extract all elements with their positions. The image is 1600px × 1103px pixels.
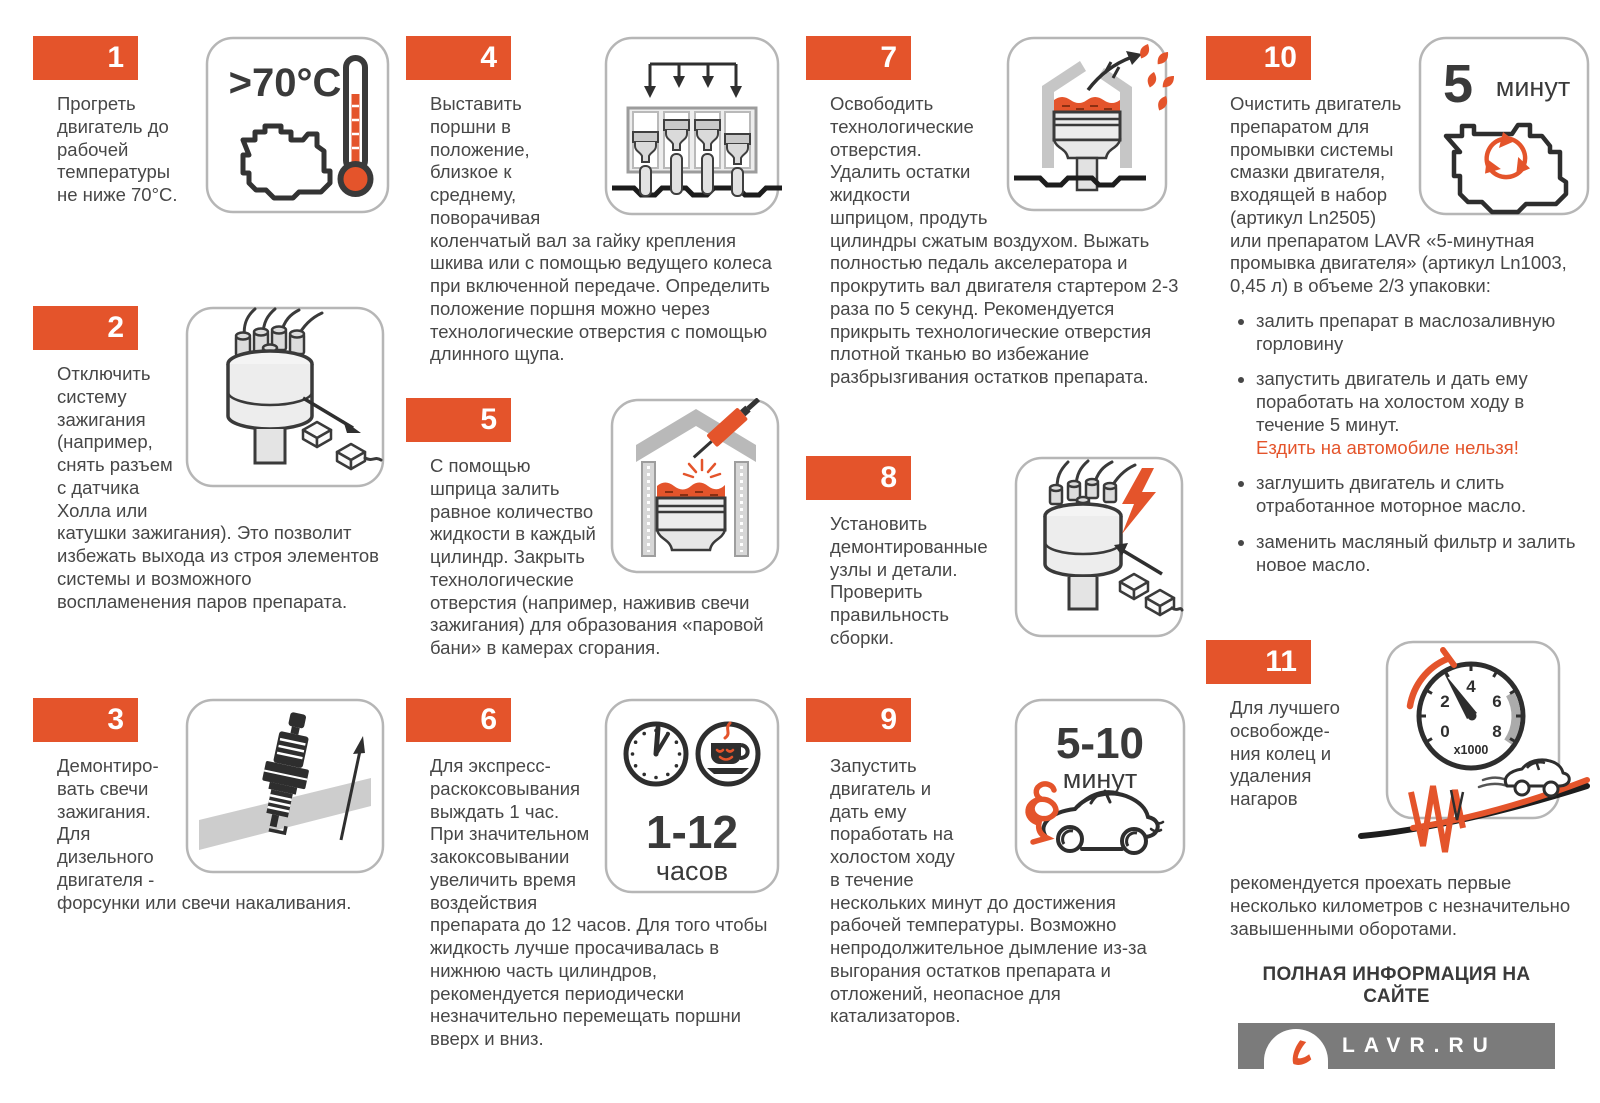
step-6 <box>406 698 782 1051</box>
step-number-badge: 10 <box>1206 36 1311 80</box>
reassemble-parts-icon <box>1014 456 1186 641</box>
step-11 <box>1206 640 1590 940</box>
footer-title: ПОЛНАЯ ИНФОРМАЦИЯ НА САЙТЕ <box>1262 964 1531 1007</box>
flush-step-item <box>1256 368 1590 459</box>
flush-steps-list <box>1206 310 1590 577</box>
flush-step-item <box>1256 472 1590 518</box>
svg-text:2: 2 <box>1440 692 1450 711</box>
wait-time-icon <box>604 698 782 896</box>
svg-text:8: 8 <box>1492 722 1502 741</box>
step-10 <box>1206 36 1590 589</box>
svg-text:6: 6 <box>1492 692 1502 711</box>
remove-liquid-splash-icon <box>1006 36 1186 214</box>
ignition-distributor-icon <box>185 306 390 491</box>
step-8 <box>806 456 1186 651</box>
svg-text:4: 4 <box>1466 677 1476 696</box>
step-text: Выставить поршни в положение, близкое к среднему, поворачивая коленчатый вал за гайку крепления шкива или с помощью ведущего колеса при включенной передаче. Определить положение поршня можно через технологические отверстия с помощью длинного щупа. <box>430 93 772 365</box>
step-4 <box>406 36 782 366</box>
step-9 <box>806 698 1186 1028</box>
step-number-badge: 9 <box>806 698 911 742</box>
step-number-badge: 5 <box>406 398 511 442</box>
engine-temperature-icon <box>205 36 390 214</box>
step-text: Для лучшего освобождения колец и удаления нагаров рекомендуется проехать первые несколько километров с незначительно завышенными оборотами. <box>1230 697 1571 939</box>
step-text: Прогреть двигатель до рабочей температуры не ниже 70°С. <box>57 93 178 205</box>
lavr-logo <box>1264 1029 1328 1069</box>
step-number-badge: 7 <box>806 36 911 80</box>
step-text: Освободить технологические отверстия. Удалить остатки жидкости шприцом, продуть цилиндры сжатым воздухом. Выжать полностью педаль акселератора и прокрутить вал двигателя стартером 2-3 раза по 5 секунд. Рекомендуется прикрыть технологические отверстия плотной тканью во избежание разбрызгивания остатков препарата. <box>830 93 1179 387</box>
svg-text:1-12: 1-12 <box>645 806 739 858</box>
flush-step-item <box>1256 531 1590 577</box>
step-2 <box>33 306 390 613</box>
step-number-badge: 3 <box>33 698 138 742</box>
svg-text:5: 5 <box>1442 54 1474 114</box>
step-text: Для экспресс-раскоксовывания выждать 1 час. При значительном закоксовывании увеличить время воздействия препарата до 12 часов. Для того чтобы жидкость лучше просачивалась в нижнюю часть цилиндров, рекомендуется периодически незначительно перемещать поршни вверх и вниз. <box>430 755 768 1049</box>
step-text: С помощью шприца залить равное количество жидкости в каждый цилиндр. Закрыть технологические отверстия (например, наживив свечи зажигания) для образования «паровой бани» в камерах сгорания. <box>430 455 764 658</box>
pistons-mid-position-icon <box>604 36 782 218</box>
step-number-badge: 4 <box>406 36 511 80</box>
bullet-text: заглушить двигатель и слить отработанное моторное масло. <box>1256 472 1527 516</box>
step-text: Демонтировать свечи зажигания. Для дизельного двигателя - форсунки или свечи накаливания. <box>57 755 352 913</box>
step-number-badge: 8 <box>806 456 911 500</box>
step-text: Запустить двигатель и дать ему поработать на холостом ходу в течение нескольких минут до достижения рабочей температуры. Возможно непродолжительное дымление из-за выгорания остатков препарата и отложений, неопасное для катализаторов. <box>830 755 1147 1027</box>
lavr-l-icon <box>1279 1036 1313 1070</box>
bullet-text: заменить масляный фильтр и залить новое масло. <box>1256 530 1576 575</box>
engine-flush-icon <box>1418 36 1590 218</box>
lavr-site-banner[interactable] <box>1238 1023 1555 1069</box>
svg-text:>70°C: >70°C <box>228 61 342 105</box>
spark-plug-icon <box>185 698 390 878</box>
step-3 <box>33 698 390 914</box>
svg-text:часов: часов <box>655 856 729 886</box>
step-text: Очистить двигатель препаратом для промывки системы смазки двигателя, входящей в набор (артикул Ln2505) или препаратом LAVR «5-минутная промывка двигателя» (артикул Ln1003, 0,45 л) в объеме 2/3 упаковки: <box>1230 93 1567 296</box>
footer <box>1238 964 1555 1069</box>
site-url: LAVR.RU <box>1342 1034 1497 1057</box>
bullet-text: запустить двигатель и дать ему поработать на холостом ходу в течение 5 минут. <box>1256 368 1528 435</box>
svg-text:0: 0 <box>1440 722 1450 741</box>
svg-text:5-10: 5-10 <box>1055 719 1145 768</box>
step-number-badge: 1 <box>33 36 138 80</box>
step-text: Отключить систему зажигания (например, снять разъем с датчика Холла или катушки зажигания). Это позволит избежать выхода из строя элементов системы и возможного воспламенения паров препарата. <box>57 363 379 612</box>
svg-text:x1000: x1000 <box>1453 743 1489 757</box>
svg-text:минут: минут <box>1495 72 1571 102</box>
step-number-badge: 6 <box>406 698 511 742</box>
step-number-badge: 2 <box>33 306 138 350</box>
bullet-warning: Ездить на автомобиле нельзя! <box>1256 436 1519 458</box>
tachometer-drive-icon <box>1355 640 1590 862</box>
idle-run-icon <box>971 698 1186 878</box>
step-5 <box>406 398 782 660</box>
svg-text:минут: минут <box>1062 764 1138 794</box>
step-1 <box>33 36 390 224</box>
bullet-text: залить препарат в маслозаливную горловину <box>1256 309 1556 354</box>
step-number-badge: 11 <box>1206 640 1311 684</box>
syringe-fill-cylinder-icon <box>610 398 782 576</box>
step-text: Установить демонтированные узлы и детали. Проверить правильность сборки. <box>830 513 988 648</box>
flush-step-item <box>1256 310 1590 356</box>
step-7 <box>806 36 1186 389</box>
